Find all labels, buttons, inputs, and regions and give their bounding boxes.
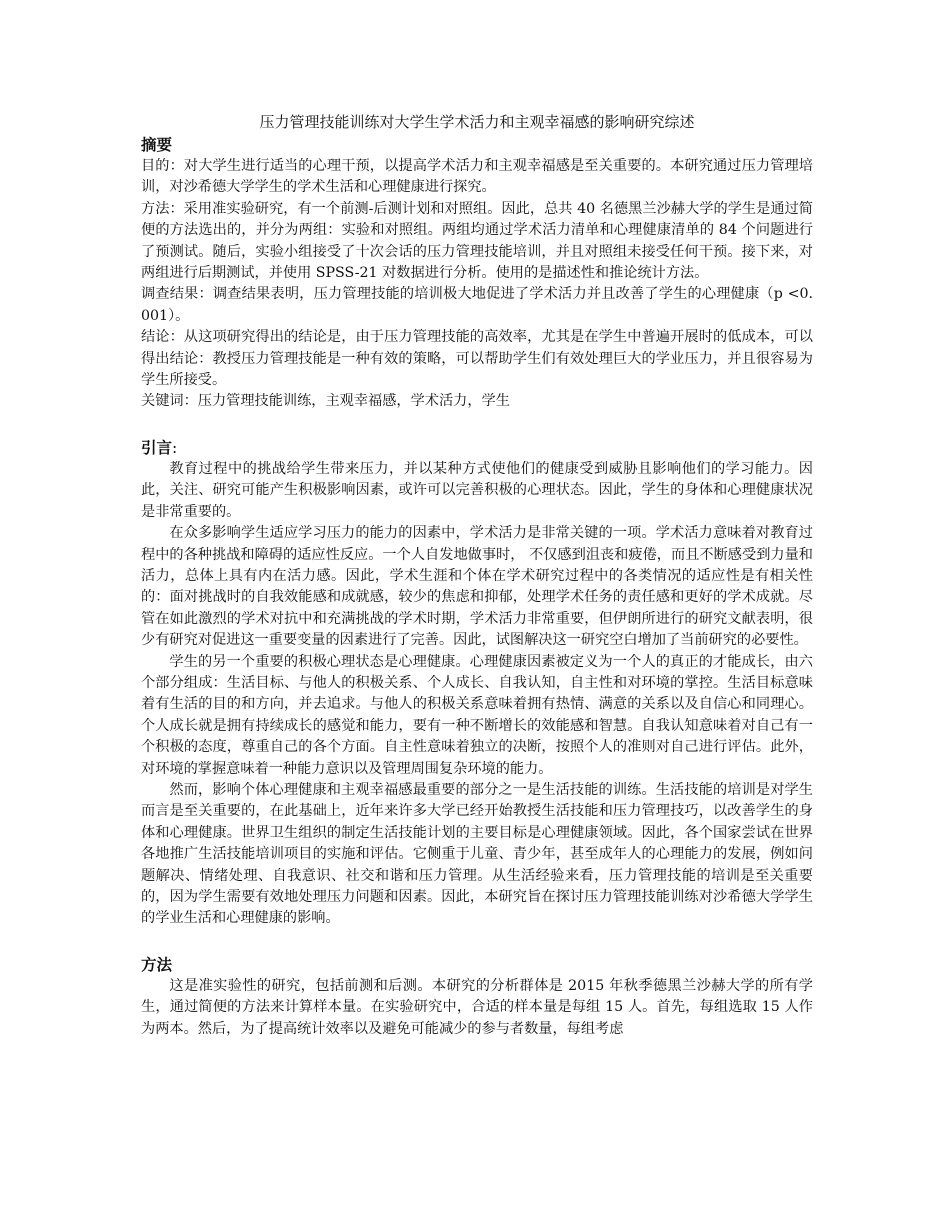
document-title: 压力管理技能训练对大学生学术活力和主观幸福感的影响研究综述 — [259, 113, 695, 131]
abstract-keywords: 关键词：压力管理技能训练，主观幸福感，学术活力，学生 — [141, 393, 510, 410]
abstract-method: 方法：采用准实验研究，有一个前测-后测计划和对照组。因此，总共 40 名德黑兰沙赫大学的学生是通过简便的方法选出的，并分为两组：实验和对照组。两组均通过学术活力清单和心理健康清单的 84 个问题进行了预测试。随后，实验小组接受了十次会话的压力管理技能培训，并且对照组未接受任何干预。接下来，对两组进行后期测试，并使用 SPSS-21 对数据进行分析。使用的是描述性和推论统计方法。 — [141, 200, 813, 282]
methods-heading: 方法 — [141, 954, 173, 974]
introduction-heading-colon: : — [172, 438, 178, 457]
introduction-paragraph: 在众多影响学生适应学习压力的能力的因素中，学术活力是非常关键的一项。学术活力意味着对教育过程中的各种挑战和障碍的适应性反应。一个人自发地做事时， 不仅感到沮丧和疲倦，而且不断感受到力量和活力，总体上具有内在活力感。因此，学术生涯和个体在学术研究过程中的各类情况的适应性是有相关性的：面对挑战时的自我效能感和成就感，较少的焦虑和抑郁，处理学术任务的责任感和更好的学术成就。尽管在如此激烈的学术对抗中和充满挑战的学术时期，学术活力非常重要，但伊朗所进行的研究文献表明，很少有研究对促进这一重要变量的因素进行了完善。因此，试图解决这一研究空白增加了当前研究的必要性。 — [141, 525, 813, 649]
abstract-results: 调查结果：调查结果表明，压力管理技能的培训极大地促进了学术活力并且改善了学生的心理健康（p <0.001）。 — [141, 286, 813, 324]
introduction-paragraph: 教育过程中的挑战给学生带来压力，并以某种方式使他们的健康受到威胁且影响他们的学习能力。因此，关注、研究可能产生积极影响因素，或许可以完善积极的心理状态。因此，学生的身体和心理健康状况是非常重要的。 — [141, 460, 813, 520]
introduction-heading-text: 引言 — [141, 437, 173, 457]
document-page — [141, 112, 813, 1040]
introduction-heading — [141, 437, 813, 459]
methods-paragraph: 这是准实验性的研究，包括前测和后测。本研究的分析群体是 2015 年秋季德黑兰沙赫大学的所有学生，通过简便的方法来计算样本量。在实验研究中，合适的样本量是每组 15 人。首先，每组选取 15 人作为两本。然后，为了提高统计效率以及避免可能减少的参与者数量，每组考虑 — [141, 977, 813, 1037]
introduction-paragraph: 学生的另一个重要的积极心理状态是心理健康。心理健康因素被定义为一个人的真正的才能成长，由六个部分组成：生活目标、与他人的积极关系、个人成长、自我认知，自主性和对环境的掌控。生活目标意味着有生活的目的和方向，并去追求。与他人的积极关系意味着拥有热情、满意的关系以及自信心和同理心。个人成长就是拥有持续成长的感觉和能力，要有一种不断增长的效能感和智慧。自我认知意味着对自己有一个积极的态度，尊重自己的各个方面。自主性意味着独立的决断，按照个人的准则对自己进行评估。此外， 对环境的掌握意味着一种能力意识以及管理周围复杂环境的能力。 — [141, 653, 813, 777]
abstract-conclusion: 结论：从这项研究得出的结论是，由于压力管理技能的高效率，尤其是在学生中普遍开展时的低成本，可以得出结论：教授压力管理技能是一种有效的策略，可以帮助学生们有效处理巨大的学业压力，并且很容易为学生所接受。 — [141, 329, 813, 389]
abstract-heading: 摘要 — [141, 135, 173, 154]
introduction-paragraph: 然而，影响个体心理健康和主观幸福感最重要的部分之一是生活技能的训练。生活技能的培训是对学生而言是至关重要的，在此基础上，近年来许多大学已经开始教授生活技能和压力管理技巧，以改善学生的身体和心理健康。世界卫生组织的制定生活技能计划的主要目标是心理健康领域。因此，各个国家尝试在世界各地推广生活技能培训项目的实施和评估。它侧重于儿童、青少年，甚至成年人的心理能力的发展，例如问题解决、情绪处理、自我意识、社交和谐和压力管理。从生活经验来看，压力管理技能的培训是至关重要的，因为学生需要有效地处理压力问题和因素。因此，本研究旨在探讨压力管理技能训练对沙希德大学学生的学业生活和心理健康的影响。 — [141, 781, 813, 927]
abstract-objective: 目的：对大学生进行适当的心理干预，以提高学术活力和主观幸福感是至关重要的。本研究通过压力管理培训，对沙希德大学学生的学术生活和心理健康进行探究。 — [141, 158, 813, 196]
